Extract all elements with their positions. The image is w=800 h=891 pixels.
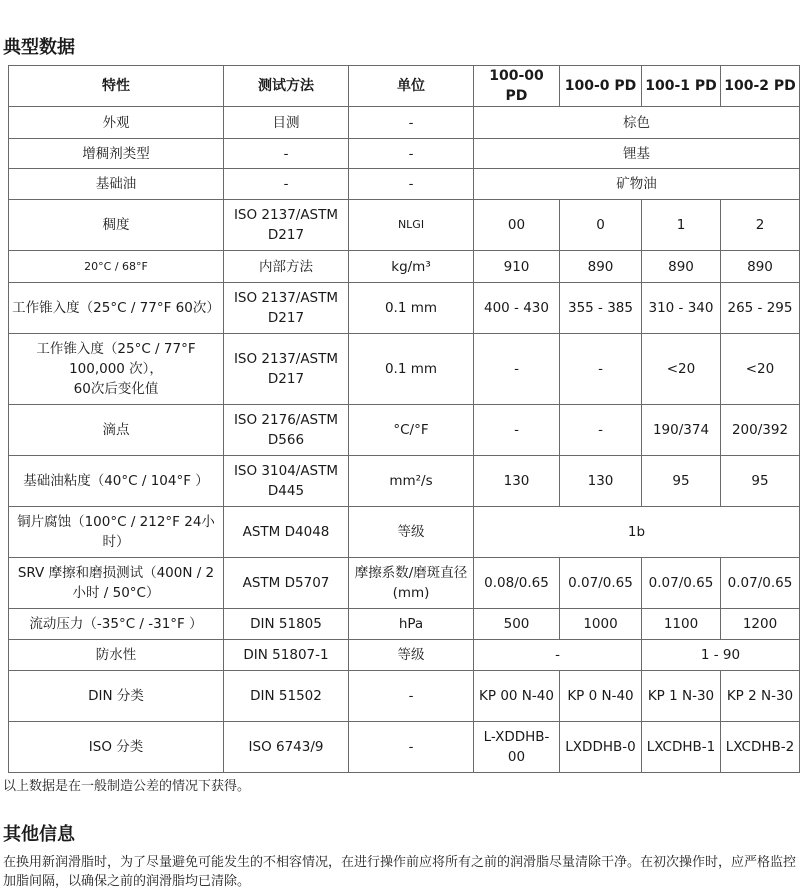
value-cell: LXCDHB-2 — [721, 722, 800, 773]
header-cell: 100-00 PD — [474, 66, 560, 107]
value-cell: 0.07/0.65 — [642, 558, 721, 609]
property-line: 100,000 次）， — [69, 361, 163, 377]
property-cell: 增稠剂类型 — [9, 139, 224, 169]
value-cell: - — [560, 405, 642, 456]
value-cell: 棕色 — [474, 107, 800, 139]
value-cell: - — [474, 405, 560, 456]
method-cell: ISO 2137/ASTM D217 — [224, 283, 349, 334]
property-cell: 铜片腐蚀（100°C / 212°F 24小时） — [9, 507, 224, 558]
unit-cell: 摩擦系数/磨斑直径 (mm) — [349, 558, 474, 609]
unit-cell: 0.1 mm — [349, 283, 474, 334]
unit-cell: - — [349, 107, 474, 139]
property-cell: ISO 分类 — [9, 722, 224, 773]
value-cell: 1100 — [642, 609, 721, 640]
property-cell: 外观 — [9, 107, 224, 139]
value-cell: <20 — [721, 334, 800, 405]
value-cell: 0 — [560, 200, 642, 251]
property-cell: 流动压力（-35°C / -31°F ） — [9, 609, 224, 640]
table-row — [9, 251, 800, 283]
method-cell: DIN 51805 — [224, 609, 349, 640]
table-row — [9, 283, 800, 334]
method-cell: DIN 51502 — [224, 671, 349, 722]
section-title-other-info: 其他信息 — [3, 824, 75, 845]
value-cell: 0.08/0.65 — [474, 558, 560, 609]
value-cell: KP 0 N-40 — [560, 671, 642, 722]
method-cell: - — [224, 139, 349, 169]
value-cell: L-XDDHB-00 — [474, 722, 560, 773]
value-cell: 890 — [642, 251, 721, 283]
unit-cell: mm²/s — [349, 456, 474, 507]
unit-cell: 等级 — [349, 640, 474, 671]
table-row — [9, 139, 800, 169]
table-row — [9, 334, 800, 405]
value-cell: 锂基 — [474, 139, 800, 169]
unit-cell: °C/°F — [349, 405, 474, 456]
value-cell: 95 — [721, 456, 800, 507]
value-cell: KP 1 N-30 — [642, 671, 721, 722]
property-cell: 基础油 — [9, 169, 224, 200]
table-row — [9, 107, 800, 139]
header-cell: 特性 — [9, 66, 224, 107]
property-cell: 工作锥入度（25°C / 77°F 60次） — [9, 283, 224, 334]
property-cell: 稠度 — [9, 200, 224, 251]
other-info-paragraph: 在换用新润滑脂时，为了尽量避免可能发生的不相容情况，在进行操作前应将所有之前的润滑脂尽量清除干净。在初次操作时，应严格监控加脂间隔，以确保之前的润滑脂均已清除。 — [3, 855, 797, 889]
unit-cell: 0.1 mm — [349, 334, 474, 405]
value-cell: 265 - 295 — [721, 283, 800, 334]
method-cell: ISO 2137/ASTM D217 — [224, 334, 349, 405]
value-cell: 890 — [721, 251, 800, 283]
value-cell: 1 - 90 — [642, 640, 800, 671]
table-row — [9, 200, 800, 251]
value-cell: - — [560, 334, 642, 405]
header-cell: 单位 — [349, 66, 474, 107]
property-cell: 20°C / 68°F — [9, 251, 224, 283]
unit-cell: - — [349, 722, 474, 773]
value-cell: 200/392 — [721, 405, 800, 456]
section-title-typical-data: 典型数据 — [3, 37, 75, 58]
value-cell: 310 - 340 — [642, 283, 721, 334]
unit-cell: NLGI — [349, 200, 474, 251]
value-cell: 2 — [721, 200, 800, 251]
typical-data-table — [8, 65, 800, 773]
property-line: 60次后变化值 — [73, 381, 159, 397]
header-cell: 测试方法 — [224, 66, 349, 107]
unit-cell: - — [349, 169, 474, 200]
header-cell: 100-1 PD — [642, 66, 721, 107]
table-row — [9, 640, 800, 671]
table-footnote: 以上数据是在一般制造公差的情况下获得。 — [3, 779, 251, 794]
unit-cell: - — [349, 671, 474, 722]
method-cell: - — [224, 169, 349, 200]
table-row — [9, 558, 800, 609]
value-cell: 890 — [560, 251, 642, 283]
value-cell: 500 — [474, 609, 560, 640]
value-cell: KP 00 N-40 — [474, 671, 560, 722]
table-header-row — [9, 66, 800, 107]
value-cell: 910 — [474, 251, 560, 283]
property-cell: DIN 分类 — [9, 671, 224, 722]
value-cell: 190/374 — [642, 405, 721, 456]
table-row — [9, 722, 800, 773]
table-row — [9, 507, 800, 558]
method-cell: 内部方法 — [224, 251, 349, 283]
property-cell: 基础油粘度（40°C / 104°F ） — [9, 456, 224, 507]
method-cell: ASTM D4048 — [224, 507, 349, 558]
value-cell: 矿物油 — [474, 169, 800, 200]
value-cell: LXDDHB-0 — [560, 722, 642, 773]
method-cell: ASTM D5707 — [224, 558, 349, 609]
property-cell: 滴点 — [9, 405, 224, 456]
value-cell: 95 — [642, 456, 721, 507]
value-cell: 00 — [474, 200, 560, 251]
value-cell: 0.07/0.65 — [560, 558, 642, 609]
unit-cell: 等级 — [349, 507, 474, 558]
table-row — [9, 456, 800, 507]
property-cell — [9, 334, 224, 405]
value-cell: <20 — [642, 334, 721, 405]
value-cell: - — [474, 334, 560, 405]
method-cell: ISO 3104/ASTM D445 — [224, 456, 349, 507]
table-row — [9, 671, 800, 722]
unit-cell: - — [349, 139, 474, 169]
value-cell: 355 - 385 — [560, 283, 642, 334]
value-cell: KP 2 N-30 — [721, 671, 800, 722]
method-cell: DIN 51807-1 — [224, 640, 349, 671]
value-cell: 400 - 430 — [474, 283, 560, 334]
method-cell: ISO 2176/ASTM D566 — [224, 405, 349, 456]
method-cell: ISO 2137/ASTM D217 — [224, 200, 349, 251]
unit-cell: hPa — [349, 609, 474, 640]
value-cell: 1 — [642, 200, 721, 251]
value-cell: 1b — [474, 507, 800, 558]
value-cell: - — [474, 640, 642, 671]
value-cell: 130 — [474, 456, 560, 507]
table-row — [9, 405, 800, 456]
property-cell: SRV 摩擦和磨损测试（400N / 2 小时 / 50°C） — [9, 558, 224, 609]
method-cell: 目测 — [224, 107, 349, 139]
table-row — [9, 169, 800, 200]
value-cell: LXCDHB-1 — [642, 722, 721, 773]
property-line: 工作锥入度（25°C / 77°F — [36, 341, 196, 357]
table-row — [9, 609, 800, 640]
value-cell: 0.07/0.65 — [721, 558, 800, 609]
header-cell: 100-0 PD — [560, 66, 642, 107]
value-cell: 130 — [560, 456, 642, 507]
method-cell: ISO 6743/9 — [224, 722, 349, 773]
value-cell: 1200 — [721, 609, 800, 640]
header-cell: 100-2 PD — [721, 66, 800, 107]
unit-cell: kg/m³ — [349, 251, 474, 283]
property-cell: 防水性 — [9, 640, 224, 671]
value-cell: 1000 — [560, 609, 642, 640]
